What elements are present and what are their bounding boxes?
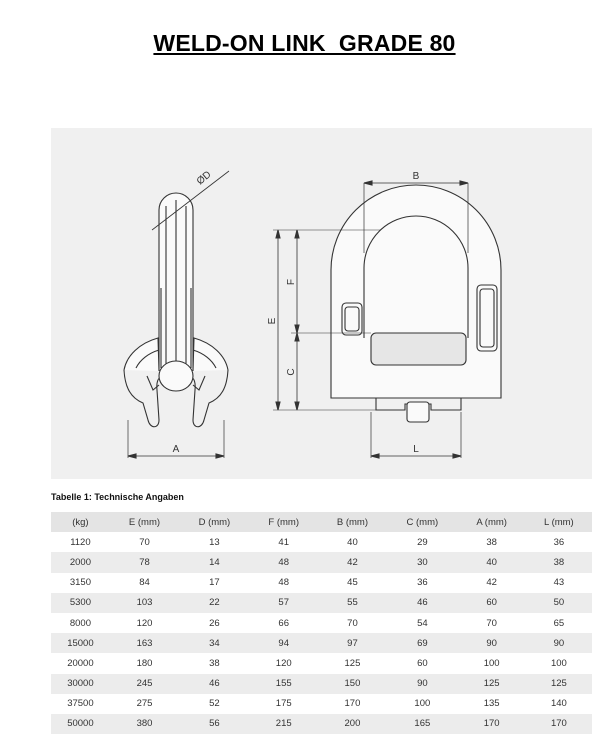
table-cell: 37500 (67, 698, 94, 710)
column-header: A (mm) (476, 516, 507, 528)
table-cell: 38 (209, 657, 220, 669)
diameter-label: ØD (194, 169, 214, 188)
table-cell: 30 (417, 556, 428, 568)
table-cell: 22 (209, 597, 220, 609)
table-row (51, 633, 592, 653)
column-header: D (mm) (198, 516, 231, 528)
table-cell: 103 (136, 597, 153, 609)
table-cell: 65 (553, 617, 565, 629)
table-cell: 13 (209, 536, 220, 548)
table-header-row (51, 512, 592, 532)
column-header: E (mm) (128, 516, 161, 528)
table-cell: 163 (136, 637, 153, 649)
table-row (51, 653, 592, 673)
table-cell: 60 (486, 597, 497, 609)
table-cell: 5300 (69, 597, 91, 609)
table-cell: 2000 (69, 556, 91, 568)
front-view (273, 181, 501, 458)
table-row (51, 694, 592, 714)
table-row (51, 552, 592, 572)
table-cell: 17 (209, 577, 220, 589)
table-cell: 46 (209, 678, 220, 690)
table-cell: 40 (347, 536, 358, 548)
table-row (51, 532, 592, 552)
table-cell: 70 (347, 617, 358, 629)
table-cell: 200 (344, 718, 361, 730)
table-cell: 30000 (67, 678, 94, 690)
side-view (124, 171, 229, 458)
technical-data-table (51, 512, 592, 734)
table-cell: 38 (553, 556, 565, 568)
dimension-b-label: B (412, 171, 420, 182)
table-cell: 275 (136, 698, 153, 710)
table-cell: 215 (275, 718, 292, 730)
table-cell: 165 (414, 718, 431, 730)
table-cell: 56 (209, 718, 220, 730)
table-cell: 125 (550, 678, 567, 690)
table-cell: 48 (278, 577, 289, 589)
table-cell: 120 (275, 657, 292, 669)
table-cell: 1120 (70, 536, 91, 548)
table-cell: 60 (417, 657, 428, 669)
table-cell: 90 (417, 678, 428, 690)
table-cell: 69 (417, 637, 428, 649)
table-caption: Tabelle 1: Technische Angaben (51, 492, 184, 502)
table-cell: 34 (209, 637, 220, 649)
table-cell: 245 (136, 678, 153, 690)
table-cell: 29 (417, 536, 428, 548)
table-cell: 50000 (67, 718, 94, 730)
table-cell: 70 (139, 536, 150, 548)
table-cell: 140 (550, 698, 567, 710)
table-cell: 55 (347, 597, 358, 609)
column-header: L (mm) (544, 516, 574, 528)
table-cell: 90 (553, 637, 565, 649)
table-cell: 26 (209, 617, 220, 629)
column-header: B (mm) (336, 516, 369, 528)
table-cell: 14 (209, 556, 220, 568)
dimension-l-label: L (413, 444, 419, 455)
table-cell: 41 (278, 536, 289, 548)
page-title: WELD-ON LINK GRADE 80 (153, 30, 456, 56)
table-cell: 180 (136, 657, 153, 669)
table-cell: 40 (486, 556, 497, 568)
table-cell: 15000 (67, 637, 94, 649)
technical-drawing-svg (51, 128, 592, 479)
table-cell: 100 (414, 698, 431, 710)
table-cell: 380 (136, 718, 153, 730)
dimension-e-label: E (267, 317, 278, 325)
table-cell: 100 (550, 657, 567, 669)
table-cell: 170 (344, 698, 361, 710)
table-cell: 43 (553, 577, 565, 589)
table-body (51, 532, 592, 734)
table-cell: 155 (275, 678, 292, 690)
table-cell: 125 (344, 657, 361, 669)
table-row (51, 674, 592, 694)
column-header: F (mm) (268, 516, 300, 528)
table-cell: 70 (486, 617, 497, 629)
table-cell: 42 (347, 556, 358, 568)
table-cell: 48 (278, 556, 289, 568)
technical-drawing (51, 128, 592, 479)
table-cell: 46 (417, 597, 428, 609)
dimension-c-label: C (286, 368, 297, 376)
table-cell: 66 (278, 617, 289, 629)
table-row (51, 593, 592, 613)
table-cell: 100 (483, 657, 500, 669)
table-cell: 36 (417, 577, 428, 589)
column-header: (kg) (72, 516, 89, 528)
table-cell: 42 (486, 577, 497, 589)
table-cell: 150 (344, 678, 361, 690)
table-cell: 84 (139, 577, 150, 589)
table-cell: 52 (209, 698, 220, 710)
table-cell: 8000 (69, 617, 91, 629)
table-cell: 175 (275, 698, 292, 710)
table-cell: 97 (347, 637, 358, 649)
table-cell: 125 (483, 678, 500, 690)
table-cell: 45 (347, 577, 358, 589)
table-cell: 120 (136, 617, 153, 629)
table-cell: 3150 (69, 577, 91, 589)
table-cell: 90 (486, 637, 497, 649)
table-row (51, 613, 592, 633)
table-cell: 170 (550, 718, 567, 730)
table-row (51, 573, 592, 593)
table-cell: 94 (278, 637, 289, 649)
table-cell: 36 (553, 536, 565, 548)
table-cell: 135 (483, 698, 500, 710)
column-header: C (mm) (406, 516, 439, 528)
dimension-f-label: F (286, 278, 297, 286)
table-cell: 57 (278, 597, 289, 609)
table-cell: 54 (417, 617, 428, 629)
table-cell: 170 (483, 718, 500, 730)
table-cell: 38 (486, 536, 497, 548)
table-cell: 78 (139, 556, 150, 568)
table-cell: 50 (553, 597, 565, 609)
table-cell: 20000 (67, 657, 94, 669)
table-row (51, 714, 592, 734)
dimension-a-label: A (172, 444, 180, 455)
